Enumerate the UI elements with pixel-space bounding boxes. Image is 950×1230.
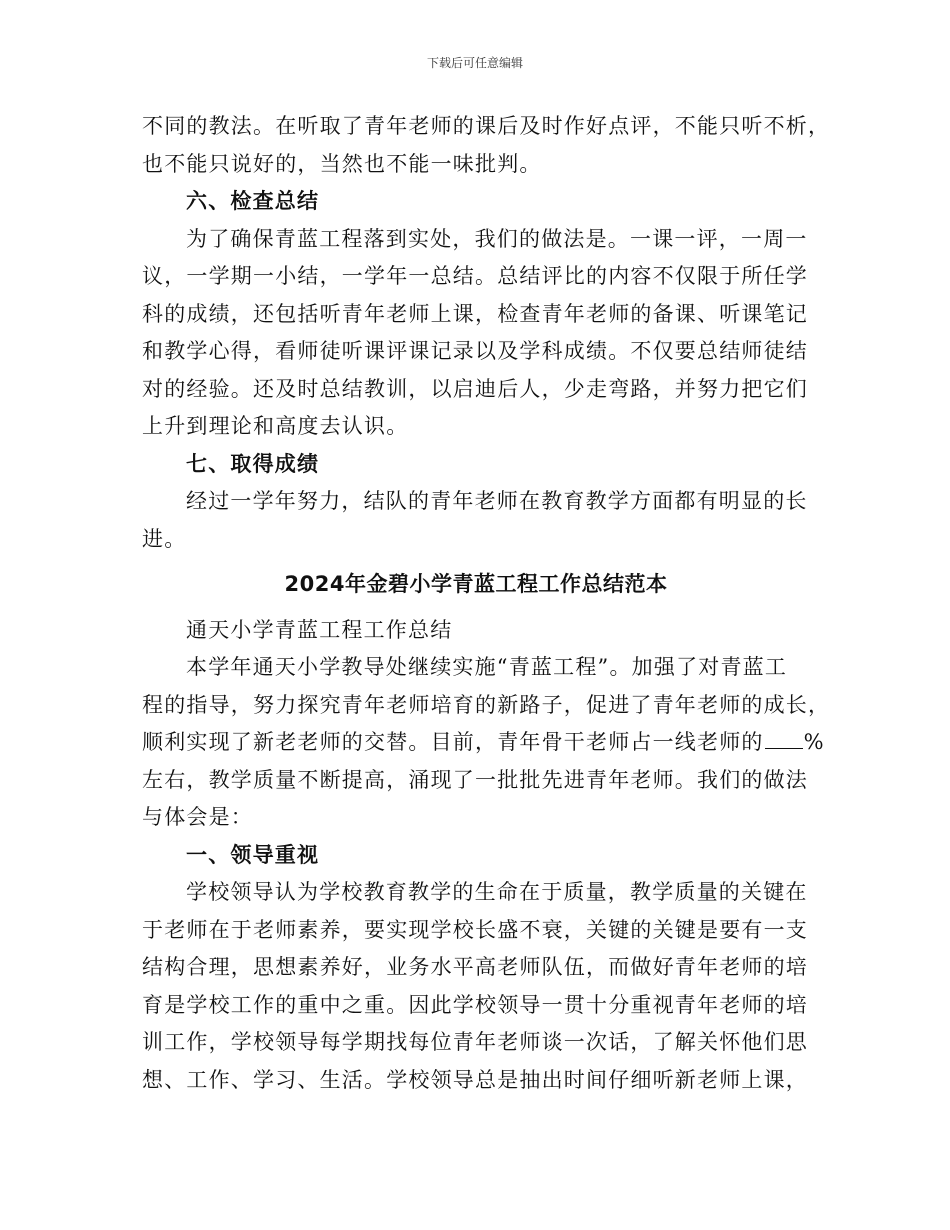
paragraph-line: 上升到理论和高度去认识。 <box>142 414 409 438</box>
paragraph-line: 程的指导，努力探究青年老师培育的新路子，促进了青年老师的成长， <box>142 692 831 717</box>
page-header-note: 下载后可任意编辑 <box>426 56 523 70</box>
paragraph-line-with-blank <box>142 724 825 762</box>
paragraph-line: 和教学心得，看师徒听课评课记录以及学科成绩。不仅要总结师徒结 <box>142 339 808 363</box>
paragraph-line: 进。 <box>142 526 187 551</box>
paragraph-line: 结构合理，思想素养好，业务水平高老师队伍，而做好青年老师的培 <box>142 955 808 979</box>
paragraph-line: 议，一学期一小结，一学年一总结。总结评比的内容不仅限于所任学 <box>142 264 808 288</box>
paragraph-line: 左右，教学质量不断提高，涌现了一批批先进青年老师。我们的做法 <box>142 767 808 792</box>
document-subtitle: 通天小学青蓝工程工作总结 <box>186 617 453 642</box>
section-heading-six: 六、检查总结 <box>186 189 320 213</box>
paragraph-text: 顺利实现了新老老师的交替。目前，青年骨干老师占一线老师的 <box>142 730 764 754</box>
paragraph-line: 学校领导认为学校教育教学的生命在于质量，教学质量的关键在 <box>186 880 808 904</box>
paragraph-line: 本学年通天小学教导处继续实施“青蓝工程”。加强了对青蓝工 <box>186 655 788 679</box>
document-body <box>142 108 831 1099</box>
fill-in-blank <box>765 730 803 749</box>
section-heading-one: 一、领导重视 <box>186 842 320 867</box>
paragraph-line: 经过一学年努力，结队的青年老师在教育教学方面都有明显的长 <box>186 489 808 513</box>
paragraph-line: 对的经验。还及时总结教训，以启迪后人，少走弯路，并努力把它们 <box>142 376 808 401</box>
percent-sign: % <box>803 730 825 754</box>
paragraph-line: 与体会是： <box>142 805 253 829</box>
paragraph-line: 训工作，学校领导每学期找每位青年老师谈一次话，了解关怀他们思 <box>142 1030 808 1054</box>
document-title: 2024年金碧小学青蓝工程工作总结范本 <box>284 572 668 596</box>
paragraph-line: 于老师在于老师素养，要实现学校长盛不衰，关键的关键是要有一支 <box>142 917 808 942</box>
paragraph-line: 为了确保青蓝工程落到实处，我们的做法是。一课一评，一周一 <box>186 226 808 251</box>
section-heading-seven: 七、取得成绩 <box>186 451 320 476</box>
paragraph-line: 也不能只说好的，当然也不能一味批判。 <box>142 151 542 176</box>
paragraph-line: 科的成绩，还包括听青年老师上课，检查青年老师的备课、听课笔记 <box>142 301 808 326</box>
paragraph-line: 育是学校工作的重中之重。因此学校领导一贯十分重视青年老师的培 <box>142 992 808 1017</box>
paragraph-line: 不同的教法。在听取了青年老师的课后及时作好点评，不能只听不析， <box>142 114 831 138</box>
paragraph-line: 想、工作、学习、生活。学校领导总是抽出时间仔细听新老师上课， <box>142 1067 808 1092</box>
